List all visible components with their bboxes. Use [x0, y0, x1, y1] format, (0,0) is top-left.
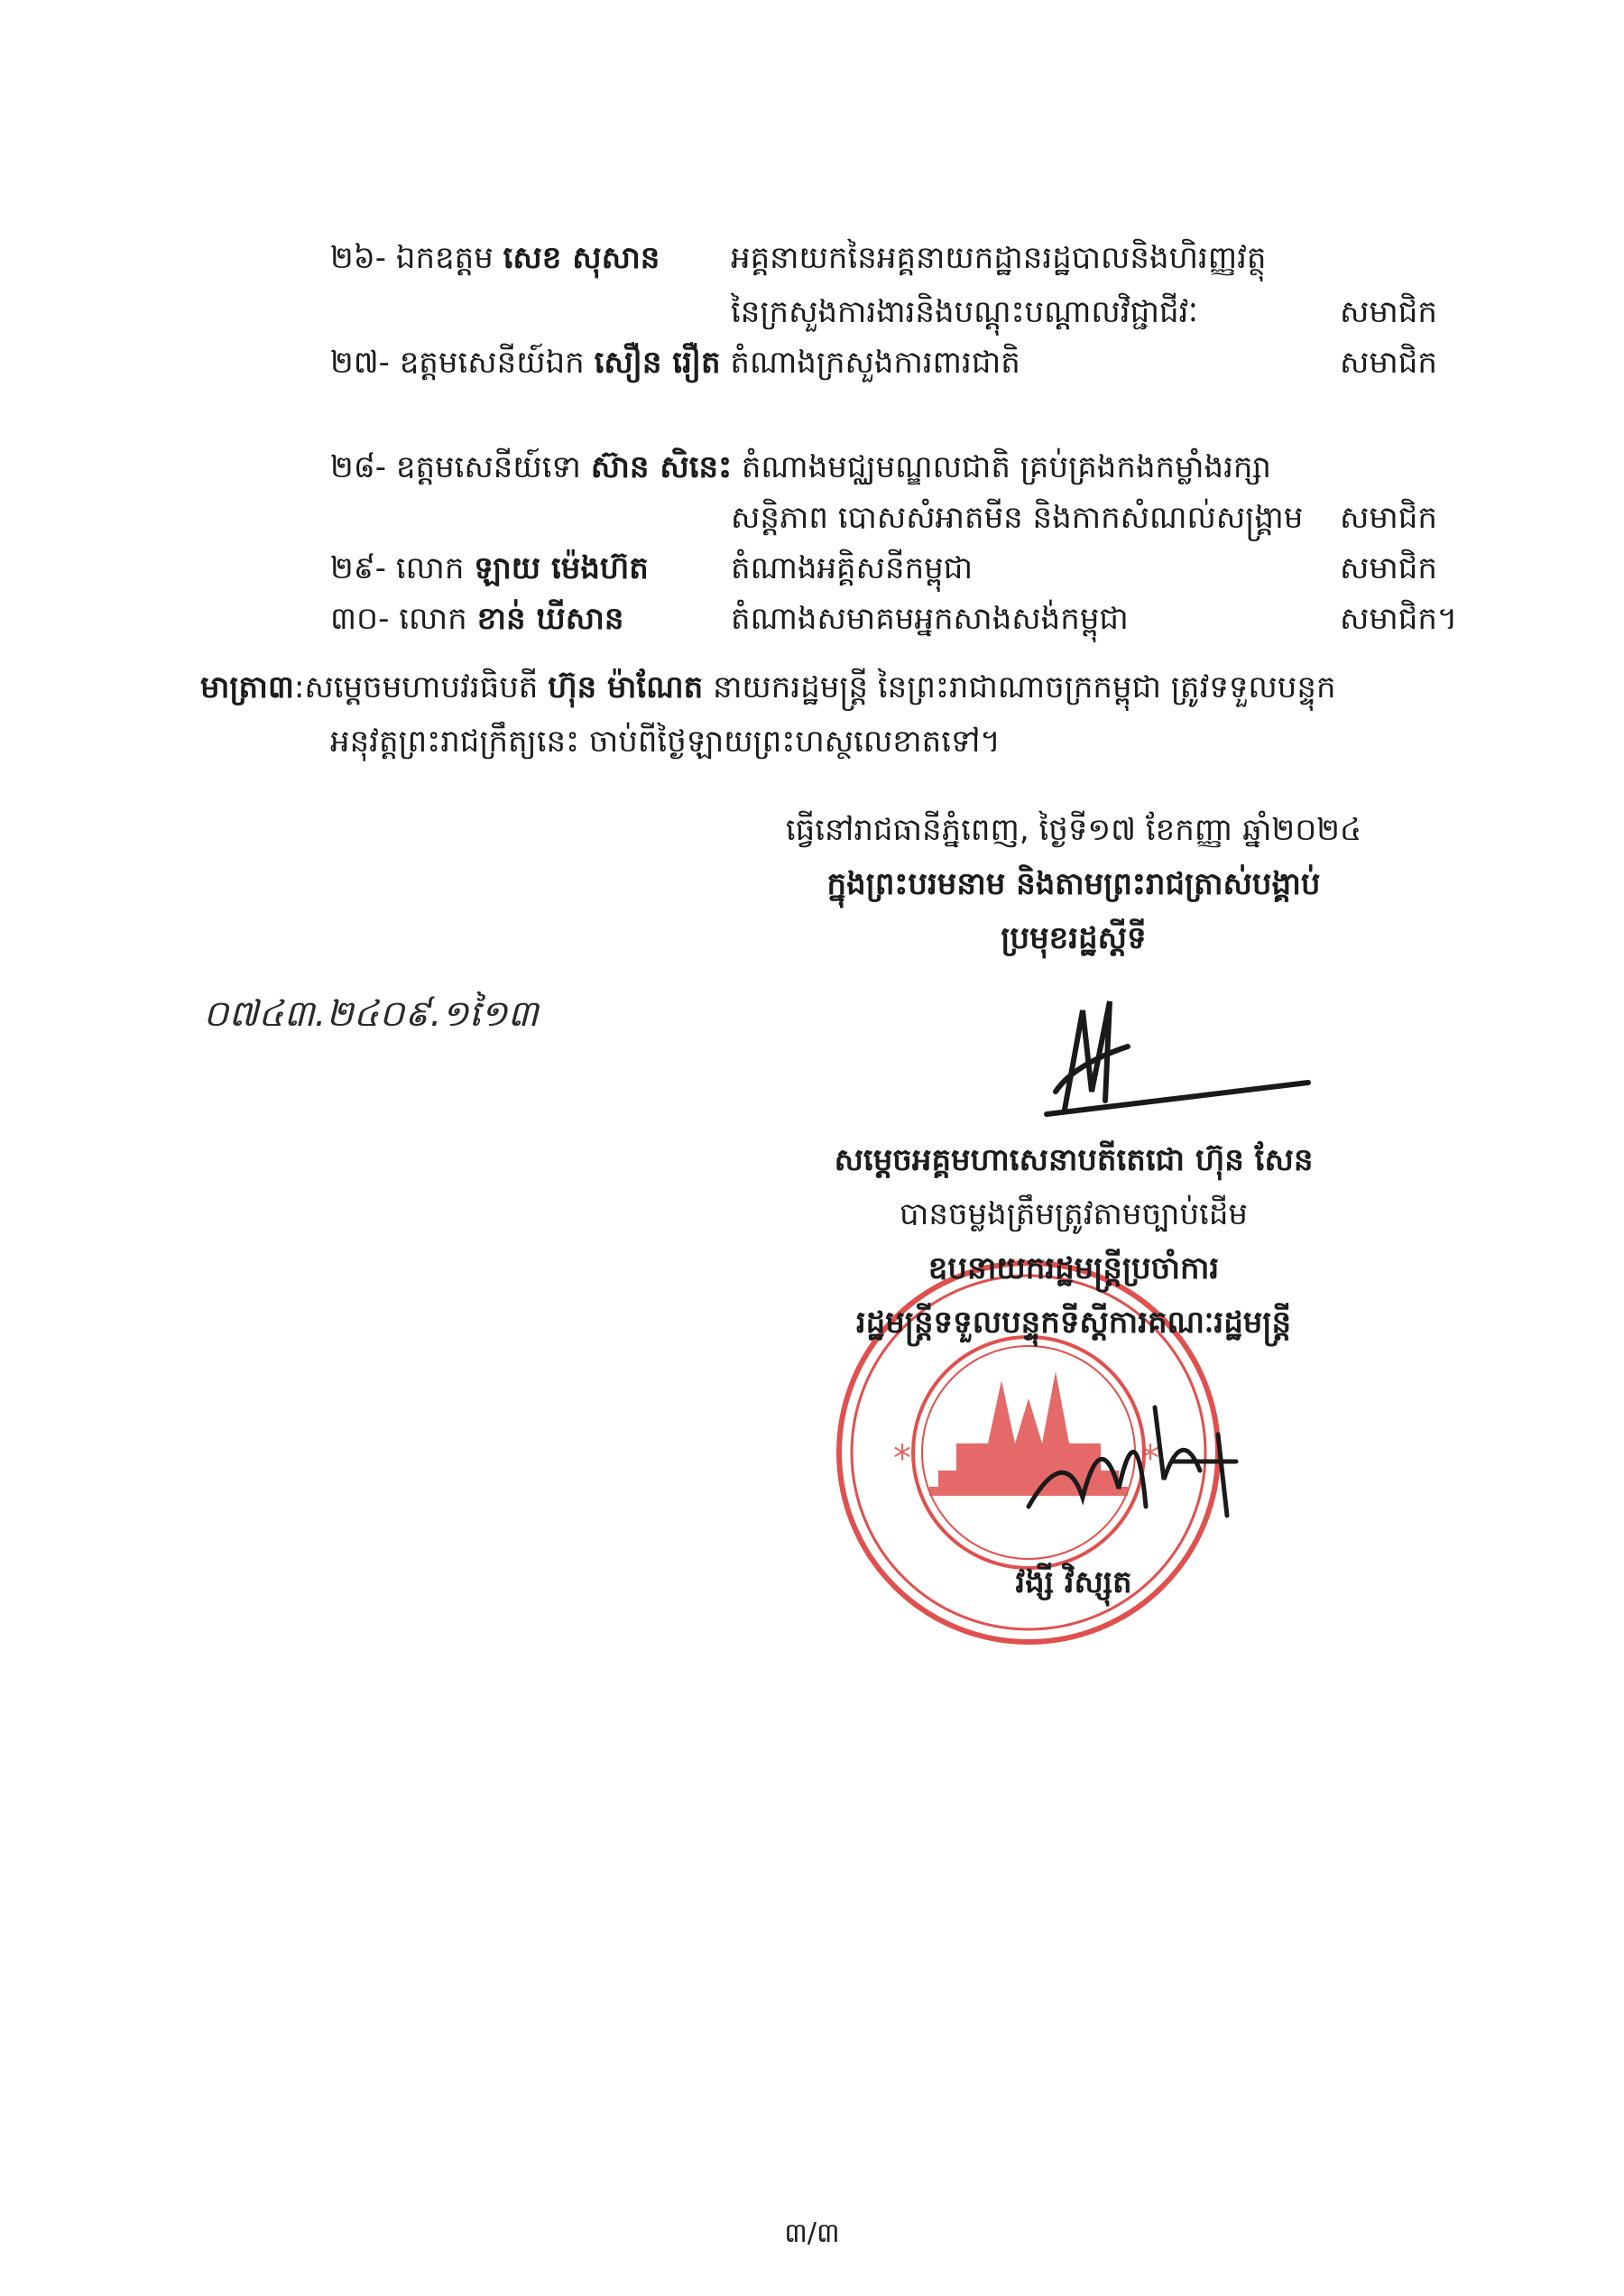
member-27-status: សមាជិក: [1340, 345, 1437, 381]
member-26-role-1: អគ្គនាយកនៃអគ្គនាយកដ្ឋានរដ្ឋបាលនិងហិរញ្ញវត្ថុ: [731, 240, 1267, 276]
member-30-role: តំណាងសមាគមអ្នកសាងសង់កម្ពុជា: [731, 601, 1129, 637]
member-26: [330, 236, 660, 280]
member-role: តំណាងមជ្ឈមណ្ឌលជាតិ គ្រប់គ្រងកងកម្លាំងរក្សា: [741, 449, 1271, 485]
signature-2: [1010, 1371, 1263, 1552]
member-29: [330, 547, 649, 590]
member-28-status: សមាជិក: [1340, 500, 1437, 536]
member-name: សេខ សុសាន: [503, 240, 660, 276]
member-29-status: សមាជិក: [1340, 550, 1437, 586]
certification-line-4: រដ្ឋមន្ត្រីទទួលបន្ទុកទីស្តីការគណៈរដ្ឋមន្ត្រី: [855, 1305, 1292, 1341]
signature-1: [1020, 983, 1317, 1128]
member-28-role-2: សន្តិភាព បោសសំអាតមីន និងកាកសំណល់សង្គ្រាម: [731, 500, 1304, 536]
member-30-status: សមាជិក។: [1340, 601, 1458, 637]
member-29-role: តំណាងអគ្គិសនីកម្ពុជា: [731, 550, 973, 586]
member-30: [330, 597, 624, 641]
article-3-line-2: អនុវត្តព្រះរាជក្រឹត្យនេះ ចាប់ពីថ្ងៃឡាយព្រះហស្ថលេខាតទៅ។: [330, 724, 1001, 760]
page-number: ៣/៣: [784, 2218, 840, 2249]
member-role: តំណាងក្រសួងការពារជាតិ: [730, 345, 1020, 381]
certification-line-3: ឧបនាយករដ្ឋមន្ត្រីប្រចាំការ: [927, 1250, 1220, 1286]
certification-line-2: បានចម្លងត្រឹមត្រូវតាមច្បាប់ដើម: [900, 1196, 1248, 1232]
member-title: ឧត្តមសេនីយ៍ឯក: [399, 345, 585, 381]
member-title: លោក: [399, 601, 467, 637]
member-name: ឡាយ ម៉េងហ៊ត: [474, 550, 649, 586]
member-26-status: សមាជិក: [1340, 294, 1437, 330]
article-text-prefix: :សម្តេចមហាបវរធិបតី: [293, 669, 539, 705]
article-3-line-1: [200, 666, 1336, 709]
closing-date: ធ្វើនៅរាជធានីភ្នំពេញ, ថ្ងៃទី១៧ ខែកញ្ញា ឆ្នាំ២០២៤: [785, 812, 1362, 848]
member-title: ឯកឧត្តម: [395, 240, 494, 276]
article-label: មាត្រា៣: [200, 669, 294, 705]
member-name: ស៊ាន សិនេះ: [590, 449, 733, 485]
svg-text:*: *: [1141, 1438, 1159, 1480]
member-title: ឧត្តមសេនីយ៍ទោ: [395, 449, 581, 485]
member-title: លោក: [395, 550, 465, 586]
member-number: ២៦-: [330, 240, 387, 276]
signer-name: វង្សី វិស្សុត: [1015, 1564, 1132, 1600]
svg-text:*: *: [893, 1438, 911, 1480]
closing-line-3: ប្រមុខរដ្ឋស្តីទី: [1001, 920, 1147, 956]
certification-line-1: សម្តេចអគ្គមហាសេនាបតីតេជោ ហ៊ុន សែន: [834, 1142, 1314, 1178]
member-number: ៣០-: [330, 601, 390, 637]
article-name: ហ៊ុន ម៉ាណែត: [548, 669, 704, 705]
member-name: សឿន រឿត: [594, 345, 721, 381]
member-number: ២៩-: [330, 550, 387, 586]
member-28: [330, 446, 1271, 489]
closing-line-2: ក្នុងព្រះបរមនាម និងតាមព្រះរាជត្រាស់បង្គាប់: [826, 866, 1321, 902]
member-number: ២៨-: [330, 449, 387, 485]
member-name: ខាន់ ឃីសាន: [476, 601, 624, 637]
member-27: [330, 341, 1020, 384]
member-26-role-2: នៃក្រសួងការងារនិងបណ្តុះបណ្តាលវិជ្ជាជីវៈ: [731, 294, 1198, 330]
handwritten-reference: ០៧៤៣.២៤០៩.១១ៃ៣: [203, 993, 539, 1035]
member-number: ២៧-: [330, 345, 390, 381]
article-text-suffix: នាយករដ្ឋមន្ត្រី នៃព្រះរាជាណាចក្រកម្ពុជា ត្រូវទទួលបន្ទុក: [713, 669, 1336, 705]
